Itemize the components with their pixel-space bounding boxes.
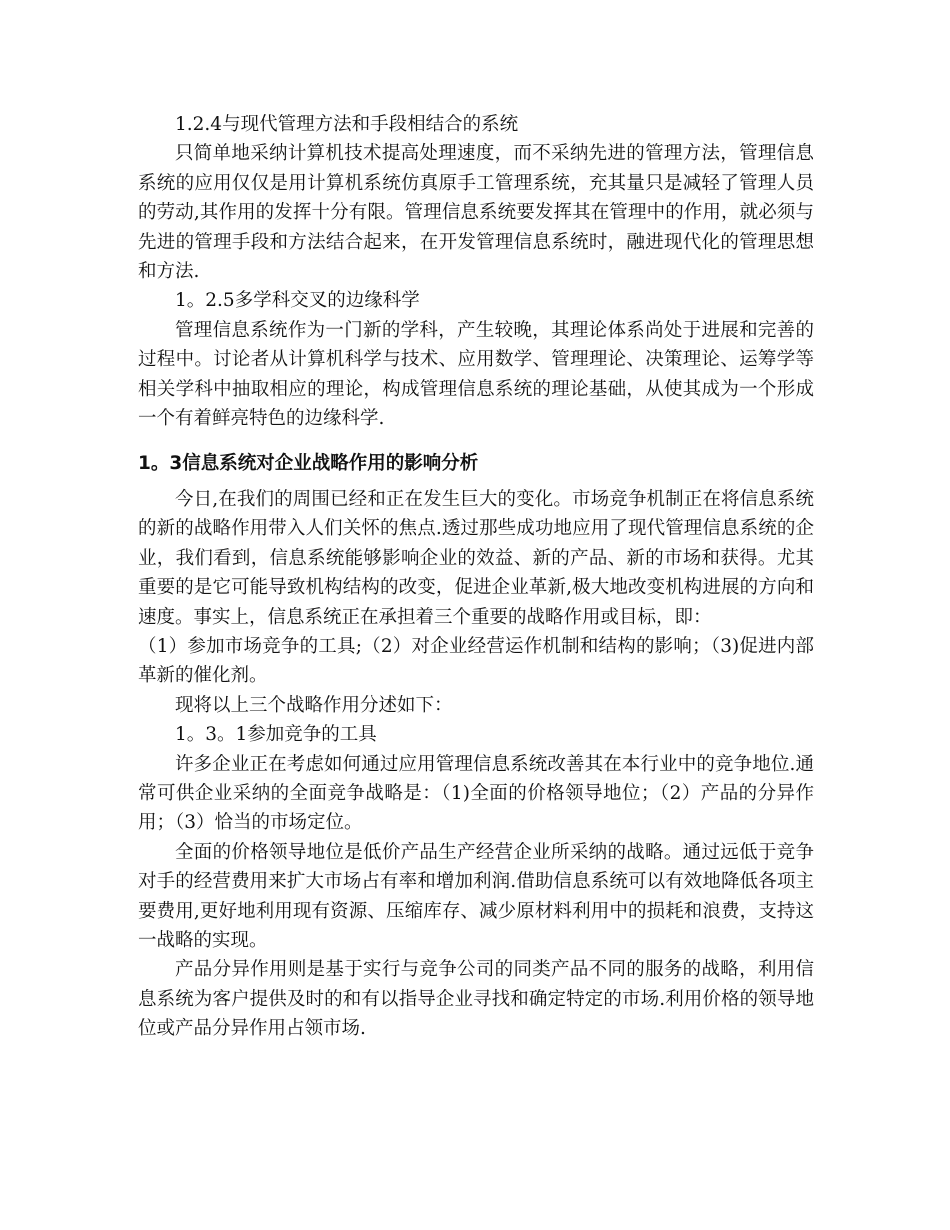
section-1-3-1-title: 1。3。1参加竞争的工具 bbox=[175, 724, 377, 746]
section-1-3-1-paragraph-2: 全面的价格领导地位是低价产品生产经营企业所采纳的战略。通过远低于竞争对手的经营费用来扩大市场占有率和增加利润.借助信息系统可以有效地降低各项主要费用,更好地利用现有资源、压缩库存、减少原材料利用中的损耗和浪费，支持这一战略的实现。 bbox=[138, 841, 814, 951]
section-1-3-heading: 1。3信息系统对企业战略作用的影响分析 bbox=[138, 453, 479, 475]
document-page bbox=[138, 110, 814, 1044]
section-1-3-1-paragraph-1: 许多企业正在考虑如何通过应用管理信息系统改善其在本行业中的竞争地位.通常可供企业采纳的全面竞争战略是：（1)全面的价格领导地位；（2）产品的分异作用；（3）恰当的市场定位。 bbox=[138, 753, 814, 834]
section-1-2-4-paragraph: 只简单地采纳计算机技术提高处理速度，而不采纳先进的管理方法，管理信息系统的应用仅仅是用计算机系统仿真原手工管理系统，充其量只是减轻了管理人员的劳动,其作用的发挥十分有限。管理信息系统要发挥其在管理中的作用，就必须与先进的管理手段和方法结合起来，在开发管理信息系统时，融进现代化的管理思想和方法. bbox=[138, 143, 814, 283]
section-1-2-5-paragraph: 管理信息系统作为一门新的学科，产生较晚，其理论体系尚处于进展和完善的过程中。讨论者从计算机科学与技术、应用数学、管理理论、决策理论、运筹学等相关学科中抽取相应的理论，构成管理信息系统的理论基础，从使其成为一个形成一个有着鲜亮特色的边缘科学. bbox=[138, 319, 814, 430]
section-1-2-5-title: 1。2.5多学科交叉的边缘科学 bbox=[175, 290, 420, 312]
section-1-3-intro-paragraph: 现将以上三个战略作用分述如下： bbox=[175, 694, 453, 716]
section-1-3-list-paragraph: （1）参加市场竞争的工具;（2）对企业经营运作机制和结构的影响；（3)促进内部革新的催化剂。 bbox=[138, 635, 814, 687]
section-1-3-1-paragraph-3: 产品分异作用则是基于实行与竞争公司的同类产品不同的服务的战略，利用信息系统为客户提供及时的和有以指导企业寻找和确定特定的市场.利用价格的领导地位或产品分异作用占领市场. bbox=[138, 959, 814, 1040]
section-1-3-paragraph: 今日,在我们的周围已经和正在发生巨大的变化。市场竞争机制正在将信息系统的新的战略作用带入人们关怀的焦点.透过那些成功地应用了现代管理信息系统的企业，我们看到，信息系统能够影响企业的效益、新的产品、新的市场和获得。尤其重要的是它可能导致机构结构的改变，促进企业革新,极大地改变机构进展的方向和速度。事实上，信息系统正在承担着三个重要的战略作用或目标，即： bbox=[138, 488, 814, 628]
section-1-2-4-title: 1.2.4与现代管理方法和手段相结合的系统 bbox=[175, 114, 519, 135]
